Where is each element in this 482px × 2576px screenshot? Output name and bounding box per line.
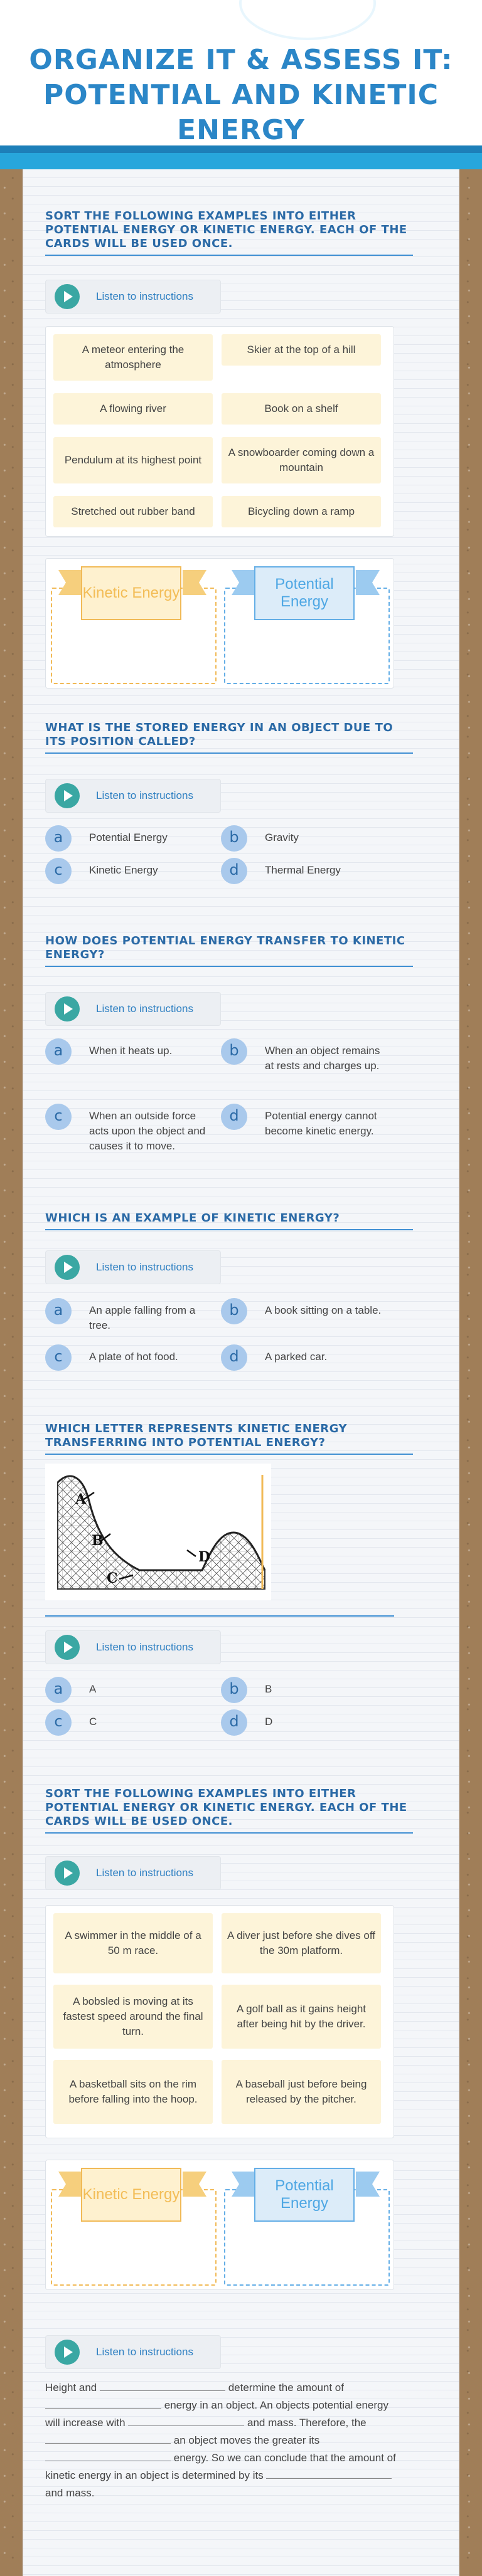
question-title: SORT THE FOLLOWING EXAMPLES INTO EITHER POTENTIAL ENERGY OR KINETIC ENERGY. EACH OF THE CARDS WILL BE USED ONCE. bbox=[45, 209, 413, 256]
diagram-label-d: D bbox=[198, 1549, 211, 1565]
sort-card[interactable]: Skier at the top of a hill bbox=[222, 334, 381, 366]
play-icon bbox=[55, 284, 80, 309]
question-2 bbox=[45, 721, 413, 879]
question-1 bbox=[45, 209, 413, 610]
sort-area bbox=[45, 2160, 394, 2290]
play-icon bbox=[55, 1635, 80, 1660]
ribbon-icon bbox=[58, 2172, 82, 2197]
arrow-icon bbox=[187, 1550, 196, 1556]
listen-button[interactable]: Listen to instructions bbox=[45, 1856, 221, 1890]
question-4 bbox=[45, 1211, 413, 1365]
kinetic-energy-label: Kinetic Energy bbox=[81, 566, 181, 620]
question-3 bbox=[45, 934, 413, 1152]
sort-card[interactable]: Stretched out rubber band bbox=[53, 496, 213, 527]
listen-button[interactable]: Listen to instructions bbox=[45, 992, 221, 1026]
play-icon bbox=[55, 1861, 80, 1886]
question-title: WHAT IS THE STORED ENERGY IN AN OBJECT DUE TO ITS POSITION CALLED? bbox=[45, 721, 413, 754]
answer-option-b[interactable]: b Gravity bbox=[221, 825, 299, 852]
sort-card[interactable]: A basketball sits on the rim before falling into the hoop. bbox=[53, 2060, 213, 2124]
ribbon-icon bbox=[58, 570, 82, 595]
card-bank bbox=[45, 1905, 394, 2138]
ribbon-icon bbox=[183, 570, 206, 595]
card-bank bbox=[45, 326, 394, 537]
potential-energy-label: Potential Energy bbox=[254, 2168, 355, 2222]
answer-option-d[interactable]: d Potential energy cannot become kinetic energy. bbox=[221, 1104, 388, 1139]
answer-option-b[interactable]: b When an object remains at rests and charges up. bbox=[221, 1038, 384, 1074]
ribbon-icon bbox=[183, 2172, 206, 2197]
blank-input[interactable] bbox=[128, 2415, 244, 2426]
sort-card[interactable]: A baseball just before being released by the pitcher. bbox=[222, 2060, 381, 2124]
answer-option-a[interactable]: a An apple falling from a tree. bbox=[45, 1298, 215, 1333]
play-icon bbox=[55, 1255, 80, 1280]
listen-button[interactable]: Listen to instructions bbox=[45, 1250, 221, 1284]
sort-card[interactable]: A diver just before she dives off the 30m platform. bbox=[222, 1913, 381, 1973]
blank-input[interactable] bbox=[100, 2380, 225, 2391]
ribbon-icon bbox=[232, 570, 255, 595]
question-title: WHICH IS AN EXAMPLE OF KINETIC ENERGY? bbox=[45, 1211, 413, 1230]
blank-input[interactable] bbox=[45, 2397, 161, 2409]
sort-card[interactable]: Book on a shelf bbox=[222, 393, 381, 425]
answer-option-a[interactable]: a When it heats up. bbox=[45, 1038, 215, 1065]
sort-card[interactable]: A flowing river bbox=[53, 393, 213, 425]
diagram-label-b: B bbox=[92, 1533, 104, 1549]
answer-option-d[interactable]: d A parked car. bbox=[221, 1344, 327, 1371]
ribbon-icon bbox=[356, 2172, 380, 2197]
answer-option-c[interactable]: c When an outside force acts upon the object and causes it to move. bbox=[45, 1104, 212, 1154]
sort-card[interactable]: Pendulum at its highest point bbox=[53, 437, 213, 483]
answer-option-d[interactable]: d Thermal Energy bbox=[221, 858, 341, 884]
answer-option-c[interactable]: c A plate of hot food. bbox=[45, 1344, 178, 1371]
answer-option-c[interactable]: c C bbox=[45, 1709, 97, 1736]
sort-card[interactable]: A meteor entering the atmosphere bbox=[53, 334, 213, 381]
answer-option-a[interactable]: a Potential Energy bbox=[45, 825, 168, 852]
question-title: SORT THE FOLLOWING EXAMPLES INTO EITHER POTENTIAL ENERGY OR KINETIC ENERGY. EACH OF THE CARDS WILL BE USED ONCE. bbox=[45, 1787, 413, 1834]
listen-button[interactable]: Listen to instructions bbox=[45, 2335, 221, 2369]
answer-option-a[interactable]: a A bbox=[45, 1677, 96, 1703]
ribbon-icon bbox=[232, 2172, 255, 2197]
sort-area bbox=[45, 558, 394, 689]
sort-card[interactable]: Bicycling down a ramp bbox=[222, 496, 381, 527]
roller-coaster-image bbox=[45, 1464, 271, 1600]
page-title: ORGANIZE IT & ASSESS IT: POTENTIAL AND KINETIC ENERGY bbox=[29, 44, 453, 146]
listen-button[interactable]: Listen to instructions bbox=[45, 779, 221, 813]
page-header bbox=[0, 0, 482, 169]
play-icon bbox=[55, 783, 80, 808]
roller-coaster-diagram bbox=[45, 1464, 271, 1600]
answer-option-b[interactable]: b A book sitting on a table. bbox=[221, 1298, 390, 1324]
sort-card[interactable]: A bobsled is moving at its fastest speed around the final turn. bbox=[53, 1985, 213, 2049]
question-5 bbox=[45, 1422, 413, 1730]
potential-energy-label: Potential Energy bbox=[254, 566, 355, 620]
blank-input[interactable] bbox=[45, 2432, 171, 2444]
listen-button[interactable]: Listen to instructions bbox=[45, 280, 221, 314]
question-6 bbox=[45, 1787, 413, 2212]
answer-option-c[interactable]: c Kinetic Energy bbox=[45, 858, 158, 884]
question-title: WHICH LETTER REPRESENTS KINETIC ENERGY TRANSFERRING INTO POTENTIAL ENERGY? bbox=[45, 1422, 413, 1455]
answer-option-d[interactable]: d D bbox=[221, 1709, 272, 1736]
blank-input[interactable] bbox=[45, 2450, 171, 2461]
listen-button[interactable]: Listen to instructions bbox=[45, 1630, 221, 1664]
diagram-label-a: A bbox=[75, 1491, 87, 1507]
fill-in-paragraph: Height and determine the amount of energy in an object. An objects potential energy will increase with and mass. Therefore, the an object moves the greater its energy. So we can conclude that the amount of kinetic energy in an object is determined by its and mass. bbox=[45, 2379, 397, 2502]
sort-card[interactable]: A swimmer in the middle of a 50 m race. bbox=[53, 1913, 213, 1973]
kinetic-energy-label: Kinetic Energy bbox=[81, 2168, 181, 2222]
sort-card[interactable]: A snowboarder coming down a mountain bbox=[222, 437, 381, 483]
answer-option-b[interactable]: b B bbox=[221, 1677, 272, 1703]
play-icon bbox=[55, 2340, 80, 2365]
ribbon-icon bbox=[356, 570, 380, 595]
diagram-label-c: C bbox=[107, 1570, 118, 1586]
blank-input[interactable] bbox=[266, 2468, 392, 2479]
play-icon bbox=[55, 996, 80, 1021]
sort-card[interactable]: A golf ball as it gains height after being hit by the driver. bbox=[222, 1985, 381, 2049]
question-title: HOW DOES POTENTIAL ENERGY TRANSFER TO KINETIC ENERGY? bbox=[45, 934, 413, 967]
